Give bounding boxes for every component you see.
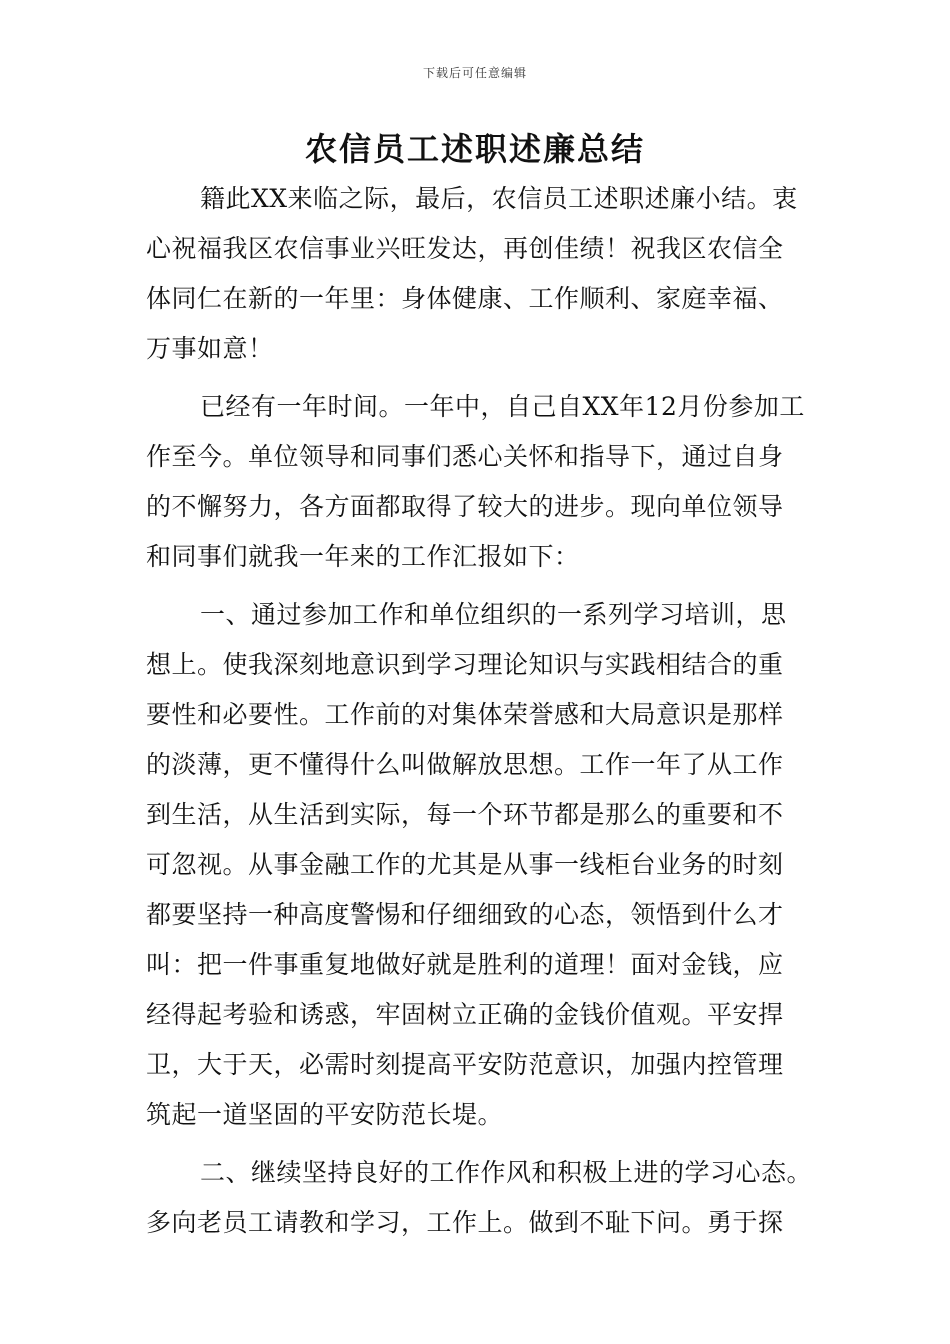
text-line: 的不懈努力，各方面都取得了较大的进步。现向单位领导 bbox=[146, 492, 784, 521]
text-line: 作至今。单位领导和同事们悉心关怀和指导下，通过自身 bbox=[146, 442, 784, 471]
header-note: 下载后可任意编辑 bbox=[422, 66, 527, 80]
paragraph-section-2 bbox=[146, 1148, 826, 1248]
paragraph-greeting bbox=[146, 174, 826, 374]
text-line: 的淡薄，更不懂得什么叫做解放思想。工作一年了从工作 bbox=[146, 750, 784, 779]
paragraph-intro bbox=[146, 382, 826, 582]
text-line: 籍此XX来临之际，最后，农信员工述职述廉小结。衷 bbox=[200, 184, 798, 213]
text-line: 二、继续坚持良好的工作作风和积极上进的学习心态。 bbox=[200, 1158, 813, 1187]
text-line: 要性和必要性。工作前的对集体荣誉感和大局意识是那样 bbox=[146, 700, 784, 729]
text-line: 万事如意！ bbox=[146, 334, 274, 363]
document-title: 农信员工述职述廉总结 bbox=[304, 130, 645, 168]
text-line: 筑起一道坚固的平安防范长堤。 bbox=[146, 1100, 504, 1129]
text-line: 都要坚持一种高度警惕和仔细细致的心态，领悟到什么才 bbox=[146, 900, 784, 929]
text-line: 可忽视。从事金融工作的尤其是从事一线柜台业务的时刻 bbox=[146, 850, 784, 879]
text-line: 经得起考验和诱惑，牢固树立正确的金钱价值观。平安捍 bbox=[146, 1000, 784, 1029]
text-line: 体同仁在新的一年里：身体健康、工作顺利、家庭幸福、 bbox=[146, 284, 784, 313]
text-line: 一、通过参加工作和单位组织的一系列学习培训，思 bbox=[200, 600, 787, 629]
text-line: 叫：把一件事重复地做好就是胜利的道理！面对金钱，应 bbox=[146, 950, 784, 979]
text-line: 多向老员工请教和学习，工作上。做到不耻下问。勇于探 bbox=[146, 1208, 784, 1237]
text-line: 和同事们就我一年来的工作汇报如下： bbox=[146, 542, 580, 571]
text-line: 想上。使我深刻地意识到学习理论知识与实践相结合的重 bbox=[146, 650, 784, 679]
text-line: 心祝福我区农信事业兴旺发达，再创佳绩！祝我区农信全 bbox=[146, 234, 784, 263]
paragraph-section-1 bbox=[146, 590, 826, 1140]
document-body bbox=[146, 174, 826, 1256]
text-line: 到生活，从生活到实际，每一个环节都是那么的重要和不 bbox=[146, 800, 784, 829]
text-line: 卫，大于天，必需时刻提高平安防范意识，加强内控管理 bbox=[146, 1050, 784, 1079]
text-line: 已经有一年时间。一年中，自己自XX年12月份参加工 bbox=[200, 392, 805, 421]
